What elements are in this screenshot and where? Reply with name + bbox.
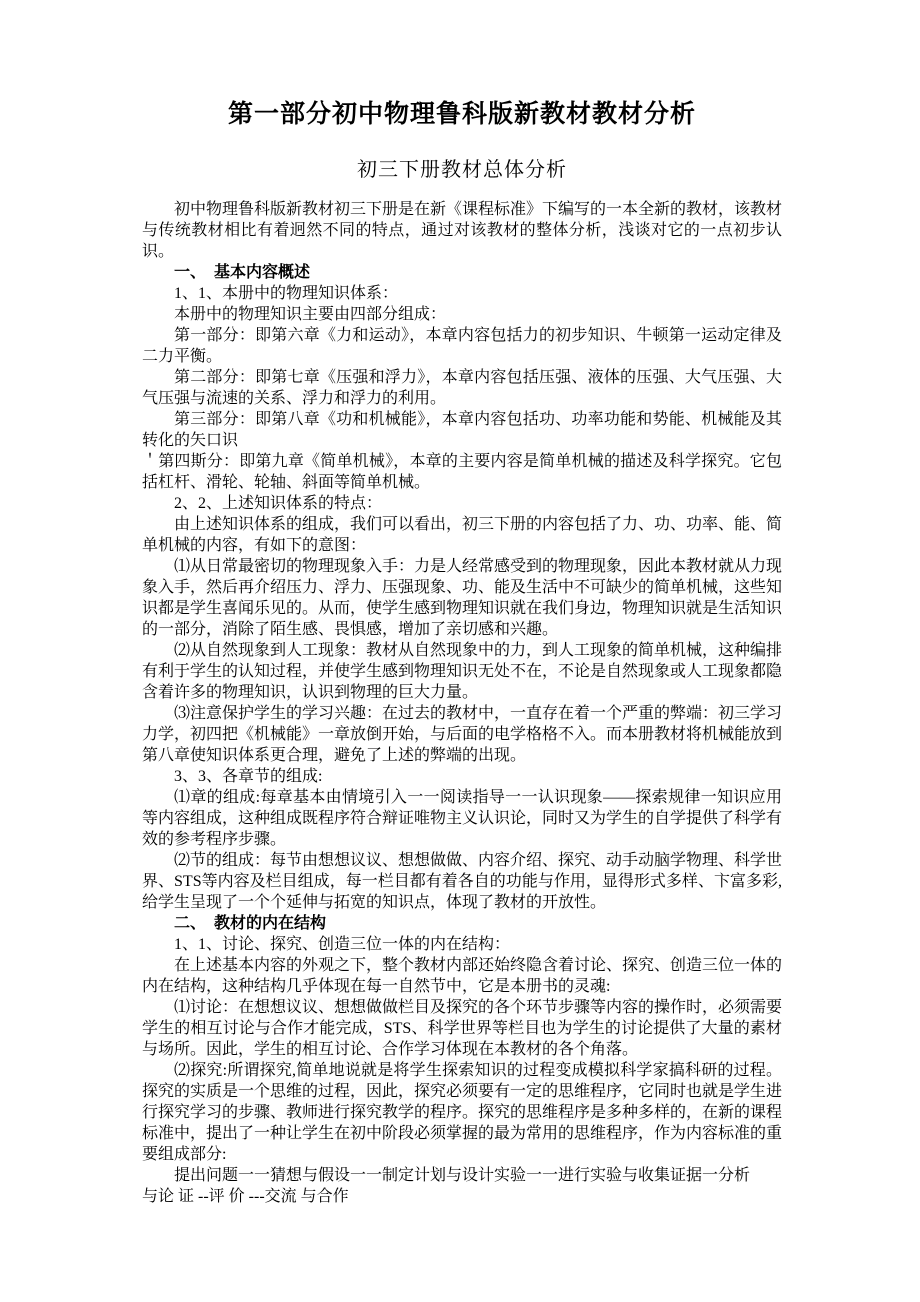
paragraph: ⑴从日常最密切的物理现象入手：力是人经常感受到的物理现象，因此本教材就从力现象入手，然后再介绍压力、浮力、压强现象、功、能及生活中不可缺少的简单机械，这些知识都是学生喜闻乐见的。从而，使学生感到物理知识就在我们身边，物理知识就是生活知识的一部分，消除了陌生感、畏惧感，增加了亲切感和兴趣。 [142,558,783,638]
paragraph: 初中物理鲁科版新教材初三下册是在新《课程标准》下编写的一本全新的教材，该教材与传统教材相比有着迥然不同的特点，通过对该教材的整体分析，浅谈对它的一点初步认识。 [142,201,783,260]
paragraph: 由上述知识体系的组成，我们可以看出，初三下册的内容包括了力、功、功率、能、简单机械的内容，有如下的意图： [142,516,783,554]
paragraph: 1、1、本册中的物理知识体系： [174,285,399,302]
paragraph: 2、2、上述知识体系的特点： [174,495,383,512]
paragraph: 第三部分：即第八章《功和机械能》，本章内容包括功、功率功能和势能、机械能及其转化的矢口识 [142,411,782,449]
paragraph: 与论 证 --评 价 ---交流 与合作 [142,1188,349,1205]
paragraph: ⑵探究:所谓探究,简单地说就是将学生探索知识的过程变成模拟科学家搞科研的过程。探究的实质是一个思维的过程，因此，探究必须要有一定的思维程序，它同时也就是学生进行探究学习的步骤、教师进行探究教学的程序。探究的思维程序是多种多样的，在新的课程标准中，提出了一种让学生在初中阶段必须掌握的最为常用的思维程序，作为内容标准的重要组成部分: [142,1062,783,1163]
document-body [142,199,782,1207]
paragraph: 第一部分：即第六章《力和运动》，本章内容包括力的初步知识、牛顿第一运动定律及二力平衡。 [142,327,782,365]
document-title: 第一部分初中物理鲁科版新教材教材分析 [227,101,696,128]
paragraph: 3、3、各章节的组成: [174,768,323,785]
paragraph: ⑵节的组成：每节由想想议议、想想做做、内容介绍、探究、动手动脑学物理、科学世界、STS等内容及栏目组成，每一栏目都有着各自的功能与作用，显得形式多样、卞富多彩,给学生呈现了一个个延伸与拓宽的知识点，体现了教材的开放性。 [142,852,783,911]
section-heading: 二、 教材的内在结构 [174,915,327,932]
section-heading: 一、 基本内容概述 [174,264,311,281]
paragraph: ⑴章的组成:每章基本由情境引入一一阅读指导一一认识现象——探索规律一知识应用等内容组成，这种组成既程序符合辩证唯物主义认识论，同时又为学生的自学提供了科学有效的参考程序步骤。 [142,789,783,848]
paragraph: 本册中的物理知识主要由四部分组成： [174,306,447,323]
paragraph: ⑶注意保护学生的学习兴趣：在过去的教材中，一直存在着一个严重的弊端：初三学习力学，初四把《机械能》一章放倒开始，与后面的电学格格不入。而本册教材将机械能放到第八章使知识体系更合理，避免了上述的弊端的出现。 [142,705,783,764]
paragraph: ⑵从自然现象到人工现象：教材从自然现象中的力，到人工现象的简单机械，这种编排有利于学生的认知过程，并使学生感到物理知识无处不在，不论是自然现象或人工现象都隐含着许多的物理知识，认识到物理的巨大力量。 [142,642,783,701]
document-subtitle: 初三下册教材总体分析 [357,159,567,181]
paragraph: 在上述基本内容的外观之下，整个教材内部还始终隐含着讨论、探究、创造三位一体的内在结构，这种结构几乎体现在每一自然节中，它是本册书的灵魂: [142,957,783,995]
paragraph: ＇第四斯分：即第九章《简单机械》，本章的主要内容是简单机械的描述及科学探究。它包括杠杆、滑轮、轮轴、斜面等简单机械。 [142,453,782,491]
paragraph: ⑴讨论：在想想议议、想想做做栏目及探究的各个环节步骤等内容的操作时，必须需要学生的相互讨论与合作才能完成，STS、科学世界等栏目也为学生的讨论提供了大量的素材与场所。因此，学生的相互讨论、合作学习体现在本教材的各个角落。 [142,999,783,1058]
paragraph: 1、1、讨论、探究、创造三位一体的内在结构： [174,936,511,953]
paragraph: 提出问题一一猜想与假设一一制定计划与设计实验一一进行实验与收集证据一分析 [174,1167,751,1184]
paragraph: 第二部分：即第七章《压强和浮力》，本章内容包括压强、液体的压强、大气压强、大气压强与流速的关系、浮力和浮力的利用。 [142,369,782,407]
